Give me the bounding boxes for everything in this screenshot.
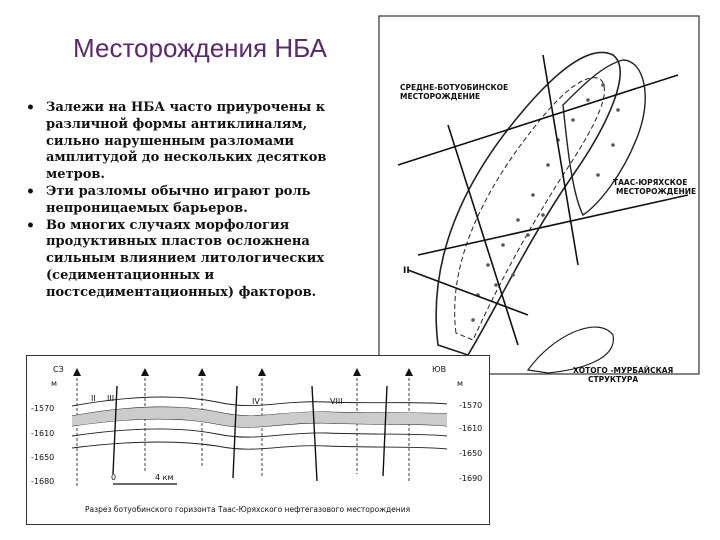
bullet-item: • Эти разломы обычно играют роль непроницаемых барьеров. [26, 184, 356, 218]
depth-label: -1650 [31, 453, 55, 462]
depth-label: -1570 [459, 401, 483, 410]
bullet-list [26, 100, 356, 302]
block-label: VIII [330, 397, 343, 406]
depth-label: -1610 [459, 424, 483, 433]
depth-label: -1690 [459, 474, 483, 483]
unit-label-right: м [457, 379, 464, 388]
block-label: III [107, 394, 115, 403]
depth-label: -1570 [31, 404, 55, 413]
depth-label: -1650 [459, 449, 483, 458]
scale-end: 4 км [155, 473, 174, 482]
well-lines [77, 378, 409, 486]
bullet-item: • Во многих случаях морфология продуктивных пластов осложнена сильным влиянием литологических (седиментационных и постседиментационных) факторов. [26, 218, 356, 302]
section-right-label: ЮВ [432, 365, 447, 374]
map-label: ТААС-ЮРЯХСКОЕ [613, 178, 688, 187]
depth-label: -1610 [31, 429, 55, 438]
well-markers [73, 368, 413, 376]
map-label: II [403, 266, 410, 276]
unit-label-left: м [51, 379, 58, 388]
map-label: ХОТОГО -МУРБАЙСКАЯ [573, 366, 674, 375]
map-label: МЕСТОРОЖДЕНИЕ [616, 187, 697, 196]
section-caption: Разрез ботуобинского горизонта Таас-Юряхского нефтегазового месторождения [85, 505, 411, 514]
map-label: МЕСТОРОЖДЕНИЕ [400, 92, 481, 101]
scale-zero: 0 [111, 473, 117, 482]
block-label: II [91, 394, 96, 403]
map-label: СТРУКТУРА [588, 375, 639, 384]
section-left-label: СЗ [53, 365, 64, 374]
cross-section [26, 355, 490, 525]
structural-map [378, 15, 700, 384]
block-label: IV [252, 397, 260, 406]
bullet-item: • Залежи на НБА часто приурочены к различной формы антиклиналям, сильно нарушенным разломами амплитудой до нескольких десятков метров. [26, 100, 356, 184]
slide-title: Месторождения НБА [73, 33, 327, 63]
depth-label: -1680 [31, 477, 55, 486]
map-label: СРЕДНЕ-БОТУОБИНСКОЕ [400, 83, 509, 92]
